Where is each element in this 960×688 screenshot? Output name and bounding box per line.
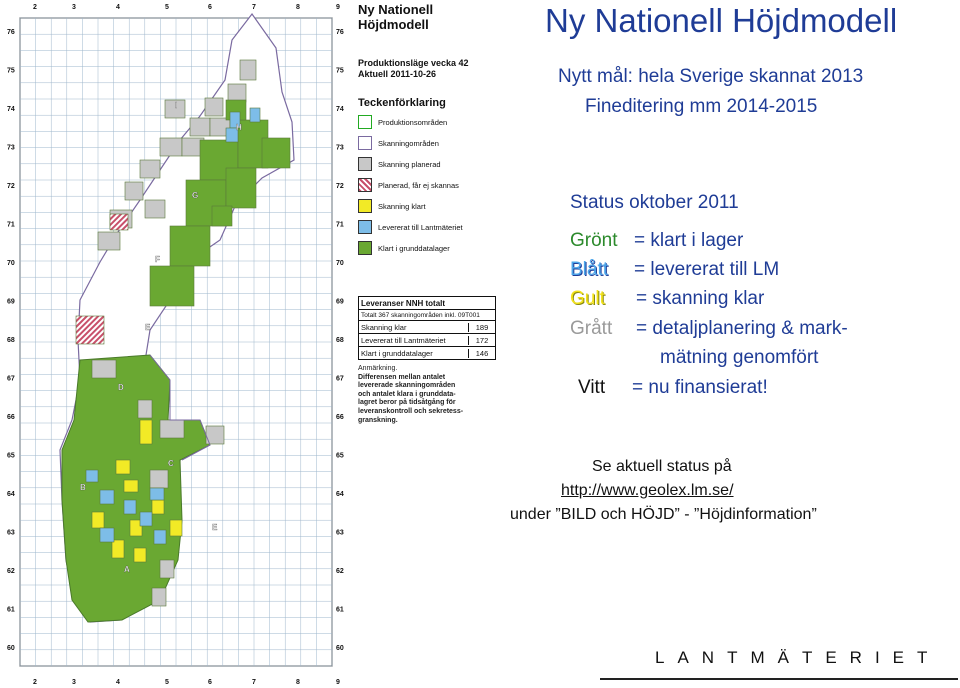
grid-col-label: 2 — [33, 679, 37, 686]
note-line: och antalet klara i grunddata- — [358, 390, 456, 398]
status-key: Gult — [570, 288, 605, 309]
tile-delivered — [150, 488, 164, 500]
grid-col-label: 4 — [116, 4, 120, 11]
legend-label: Produktionsområden — [378, 117, 448, 127]
region-letter: B — [80, 483, 86, 492]
geolex-link[interactable]: http://www.geolex.lm.se/ — [561, 482, 734, 499]
grid-row-label: 61 — [7, 606, 15, 614]
tile-no-scan — [76, 316, 104, 344]
grid-row-label: 61 — [336, 606, 344, 614]
status-value: = klart i lager — [634, 230, 744, 251]
grid-row-label: 65 — [7, 452, 15, 460]
tile-planned — [190, 118, 210, 136]
grid-row-label: 64 — [7, 491, 15, 498]
row-label: Levererat till Lantmäteriet — [361, 335, 446, 345]
tile-in-database — [226, 168, 256, 208]
tile-in-database — [212, 206, 232, 226]
status-row-white — [578, 377, 768, 399]
grid-col-label: 2 — [33, 4, 37, 11]
legend-swatch — [358, 157, 372, 171]
tile-planned — [140, 160, 160, 178]
legend-item-in-database — [358, 240, 450, 256]
tile-delivered — [100, 528, 114, 542]
tile-scanning-done — [170, 520, 182, 536]
legend-swatch — [358, 199, 372, 213]
status-key: Blått — [570, 259, 609, 280]
tile-planned — [98, 232, 120, 250]
tile-delivered — [140, 512, 152, 526]
menu-path-text: under ”BILD och HÖJD” - ”Höjdinformation” — [510, 506, 817, 523]
legend-swatch — [358, 178, 372, 192]
production-info — [358, 58, 469, 80]
row-label: Skanning klar — [361, 322, 407, 332]
note-line: Differensen mellan antalet — [358, 373, 446, 381]
map-canvas — [0, 0, 352, 688]
tile-planned — [150, 470, 168, 488]
grid-row-label: 68 — [7, 337, 15, 344]
grid-col-label: 4 — [116, 679, 120, 686]
grid-col-label: 3 — [72, 4, 76, 11]
tile-scanning-done — [112, 540, 124, 558]
grid-row-label: 60 — [336, 645, 344, 652]
tile-in-database — [262, 138, 290, 168]
region-letter: F — [155, 255, 160, 264]
legend-item-scanning-done — [358, 198, 426, 214]
status-value: = nu finansierat! — [632, 377, 768, 398]
tile-planned — [205, 98, 223, 116]
tile-delivered — [100, 490, 114, 504]
row-label: Klart i grunddatalager — [361, 348, 433, 358]
status-row-green — [570, 230, 743, 252]
tile-scanning-done — [124, 480, 138, 492]
grid-row-label: 66 — [336, 414, 344, 421]
note-line: levererade skanningområden — [358, 382, 456, 390]
tile-delivered — [250, 108, 260, 122]
grid-col-label: 5 — [165, 679, 169, 686]
grid-col-label: 8 — [296, 4, 300, 11]
grid-row-label: 71 — [336, 221, 344, 229]
tile-planned — [92, 360, 116, 378]
production-week: Produktionsläge vecka 42 — [358, 58, 469, 68]
grid-row-label: 72 — [7, 183, 15, 190]
status-row-blue — [570, 259, 779, 281]
grid-row-label: 73 — [7, 144, 15, 152]
legend-item-delivered — [358, 219, 463, 235]
grid-col-label: 5 — [165, 4, 169, 11]
tile-delivered — [154, 530, 166, 544]
grid-row-label: 63 — [336, 529, 344, 537]
fine-editing-text: Fineditering mm 2014-2015 — [585, 96, 818, 117]
legend-label: Klart i grunddatalager — [378, 243, 450, 253]
grid-row-label: 71 — [7, 221, 15, 229]
geolex-link-wrap — [561, 482, 734, 500]
status-key: Grått — [570, 318, 613, 339]
status-title: Status oktober 2011 — [570, 192, 739, 213]
lantmateriet-logo: LANTMÄTERIET — [655, 648, 941, 667]
tile-in-database — [170, 226, 210, 266]
grid-row-label: 70 — [7, 260, 15, 267]
legend-item-planned-no-scan — [358, 177, 459, 193]
legend-label: Planerad, får ej skannas — [378, 180, 459, 190]
legend-item-scanning-areas — [358, 135, 439, 151]
grid-row-label: 69 — [7, 298, 15, 306]
grid-row-label: 75 — [7, 67, 15, 75]
tile-delivered — [124, 500, 136, 514]
grid-row-label: 76 — [336, 29, 344, 36]
grid-row-label: 75 — [336, 67, 344, 75]
legend-swatch — [358, 136, 372, 150]
status-row-continued — [660, 347, 818, 369]
region-letter: G — [192, 191, 199, 200]
tile-planned — [125, 182, 143, 200]
map-title: Ny Nationell Höjdmodell — [358, 2, 434, 32]
tile-delivered — [86, 470, 98, 482]
grid-row-label: 65 — [336, 452, 344, 460]
region-letter: E — [212, 523, 218, 532]
tile-planned — [152, 588, 166, 606]
status-row-yellow — [570, 288, 764, 310]
status-key: Grönt — [570, 230, 618, 251]
status-value: = detaljplanering & mark- — [636, 318, 848, 339]
region-letter: C — [168, 459, 174, 468]
status-key: Vitt — [578, 377, 606, 398]
grid-row-label: 67 — [336, 375, 344, 383]
legend-swatch — [358, 241, 372, 255]
row-value: 146 — [468, 349, 495, 358]
grid-col-label: 9 — [336, 679, 340, 686]
note-line: lagret beror på tidsåtgång för — [358, 399, 456, 407]
status-value: = levererat till LM — [634, 259, 780, 280]
legend-label: Skanningområden — [378, 138, 439, 148]
grid-row-label: 70 — [336, 260, 344, 267]
grid-row-label: 62 — [7, 568, 15, 575]
legend-item-scanning-planned — [358, 156, 441, 172]
grid-row-label: 76 — [7, 29, 15, 36]
logo-rule — [600, 678, 958, 680]
table-row — [359, 333, 495, 346]
tile-planned — [228, 84, 246, 102]
tile-planned — [160, 420, 184, 438]
grid-col-label: 7 — [252, 4, 256, 11]
tile-no-scan — [110, 214, 128, 230]
sweden-status-map — [0, 0, 352, 688]
grid-col-label: 7 — [252, 679, 256, 686]
grid-row-label: 72 — [336, 183, 344, 190]
grid-row-label: 62 — [336, 568, 344, 575]
legend-swatch — [358, 220, 372, 234]
status-row-gray — [570, 318, 848, 340]
status-value: = skanning klar — [636, 288, 765, 309]
region-letter: I — [175, 101, 178, 110]
note-line: granskning. — [358, 416, 398, 424]
map-legend-panel — [352, 0, 500, 450]
tile-planned — [240, 60, 256, 80]
legend-item-production-areas — [358, 114, 447, 130]
grid-col-label: 3 — [72, 679, 76, 686]
grid-row-label: 60 — [7, 645, 15, 652]
tile-in-database — [150, 266, 194, 306]
tile-planned — [160, 560, 174, 578]
legend-swatch — [358, 115, 372, 129]
note-line: leveranskontroll och sekretess- — [358, 407, 464, 415]
region-letter: D — [118, 383, 124, 392]
deliveries-subtitle: Totalt 367 skanningområden inkl. 09T001 — [359, 309, 495, 320]
tile-scanning-done — [140, 420, 152, 444]
grid-row-label: 66 — [7, 414, 15, 421]
row-value: 172 — [468, 336, 495, 345]
production-date: Aktuell 2011-10-26 — [358, 69, 437, 79]
grid-col-label: 8 — [296, 679, 300, 686]
grid-row-label: 64 — [336, 491, 344, 498]
slide-title: Ny Nationell Höjdmodell — [545, 2, 898, 39]
grid-row-label: 68 — [336, 337, 344, 344]
region-letter: H — [236, 123, 242, 132]
goal-text: Nytt mål: hela Sverige skannat 2013 — [558, 66, 864, 87]
grid-row-label: 74 — [336, 106, 344, 113]
row-value: 189 — [468, 323, 495, 332]
note-block — [358, 365, 498, 425]
legend-title: Teckenförklaring — [358, 97, 446, 109]
tile-scanning-done — [152, 500, 164, 514]
grid-col-label: 6 — [208, 679, 212, 686]
note-heading: Anmärkning. — [358, 365, 398, 372]
grid-row-label: 63 — [7, 529, 15, 537]
tile-planned — [138, 400, 152, 418]
tile-planned — [145, 200, 165, 218]
grid-col-label: 6 — [208, 4, 212, 11]
grid-row-label: 73 — [336, 144, 344, 152]
legend-label: Skanning klart — [378, 201, 426, 211]
grid-row-label: 74 — [7, 106, 15, 113]
table-row — [359, 346, 495, 359]
status-value: mätning genomfört — [660, 347, 819, 368]
tile-scanning-done — [92, 512, 104, 528]
grid-row-label: 67 — [7, 375, 15, 383]
grid-row-label: 69 — [336, 298, 344, 306]
deliveries-table — [358, 296, 496, 360]
table-row — [359, 320, 495, 333]
legend-label: Levererat till Lantmäteriet — [378, 222, 463, 232]
tile-scanning-done — [116, 460, 130, 474]
region-letter: A — [124, 565, 130, 574]
grid-col-label: 9 — [336, 4, 340, 11]
tile-planned — [160, 138, 182, 156]
deliveries-title: Leveranser NNH totalt — [361, 298, 446, 308]
tile-scanning-done — [134, 548, 146, 562]
see-status-text: Se aktuell status på — [592, 458, 732, 475]
region-letter: E — [145, 323, 151, 332]
legend-label: Skanning planerad — [378, 159, 441, 169]
